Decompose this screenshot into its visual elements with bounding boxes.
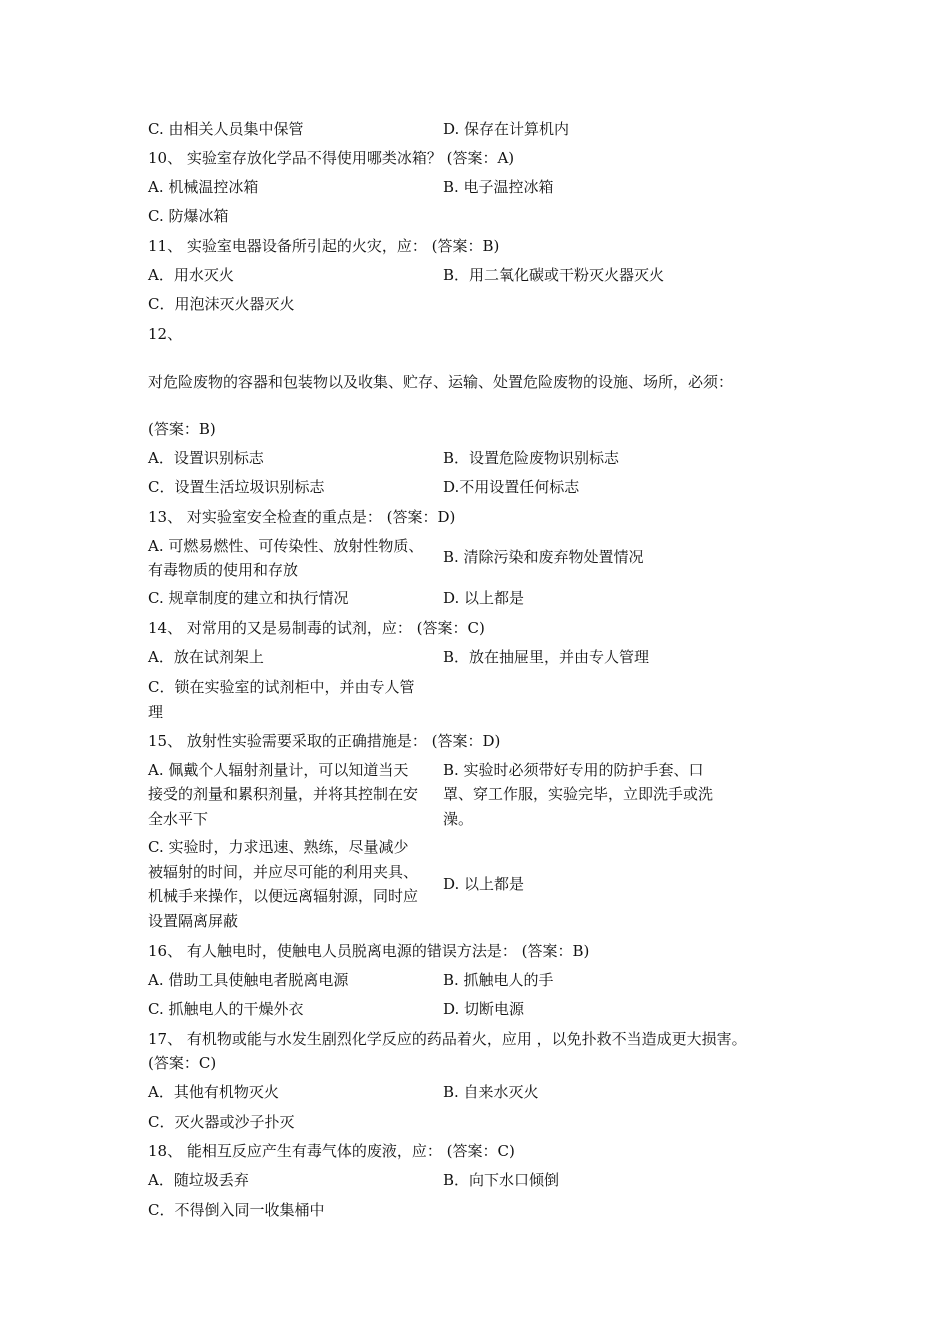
q17-question: 17、 有机物或能与水发生剧烈化学反应的药品着火，应用 ，以免扑救不当造成更大损害。 [148, 1030, 747, 1048]
q15-option-d: D. 以上都是 [443, 875, 525, 893]
q14-option-a: A．放在试剂架上 [148, 648, 264, 666]
q12-option-c: C．设置生活垃圾识别标志 [148, 478, 325, 496]
q17-option-a: A．其他有机物灭火 [148, 1083, 279, 1101]
q14-option-c-line1: C．锁在实验室的试剂柜中，并由专人管 [148, 678, 415, 696]
q13-option-a-line1: A. 可燃易燃性、可传染性、放射性物质、 [148, 537, 424, 555]
q17-option-b: B. 自来水灭火 [443, 1083, 539, 1101]
q17-answer: (答案：C) [148, 1054, 217, 1072]
q18-option-c: C．不得倒入同一收集桶中 [148, 1201, 325, 1219]
q14-option-c-line2: 理 [148, 703, 164, 721]
q16-option-b: B. 抓触电人的手 [443, 971, 554, 989]
q12-question: 对危险废物的容器和包装物以及收集、贮存、运输、处置危险废物的设施、场所，必须： [148, 373, 734, 391]
q12-number: 12、 [148, 325, 183, 343]
q11-option-b: B．用二氧化碳或干粉灭火器灭火 [443, 266, 665, 284]
q15-option-a-line3: 全水平下 [148, 810, 209, 828]
q16-option-c: C. 抓触电人的干燥外衣 [148, 1000, 304, 1018]
q11-option-c: C．用泡沫灭火器灭火 [148, 295, 295, 313]
q16-question: 16、 有人触电时，使触电人员脱离电源的错误方法是： (答案：B) [148, 942, 590, 960]
q14-option-b: B．放在抽屉里，并由专人管理 [443, 648, 650, 666]
q11-question: 11、 实验室电器设备所引起的火灾，应： (答案：B) [148, 237, 500, 255]
q15-option-c-line1: C. 实验时，力求迅速、熟练，尽量减少 [148, 838, 409, 856]
q13-question: 13、 对实验室安全检查的重点是： (答案：D) [148, 508, 456, 526]
q10-option-a: A. 机械温控冰箱 [148, 178, 259, 196]
q10-question: 10、 实验室存放化学品不得使用哪类冰箱？ (答案：A) [148, 149, 515, 167]
q15-option-b-line3: 澡。 [443, 810, 474, 828]
q12-option-d: D.不用设置任何标志 [443, 478, 580, 496]
q18-question: 18、 能相互反应产生有毒气体的废液，应： (答案：C) [148, 1142, 515, 1160]
q18-option-a: A．随垃圾丢弃 [148, 1171, 249, 1189]
q16-option-d: D. 切断电源 [443, 1000, 525, 1018]
q9-option-c: C. 由相关人员集中保管 [148, 120, 304, 138]
q9-option-d: D. 保存在计算机内 [443, 120, 570, 138]
q12-option-a: A．设置识别标志 [148, 449, 264, 467]
q10-option-c: C. 防爆冰箱 [148, 207, 229, 225]
q15-option-c-line3: 机械手来操作，以便远离辐射源，同时应 [148, 887, 419, 905]
q15-option-a-line1: A. 佩戴个人辐射剂量计，可以知道当天 [148, 761, 409, 779]
q15-option-c-line4: 设置隔离屏蔽 [148, 912, 239, 930]
q15-option-c-line2: 被辐射的时间，并应尽可能的利用夹具、 [148, 863, 419, 881]
q16-option-a: A. 借助工具使触电者脱离电源 [148, 971, 349, 989]
q11-option-a: A．用水灭火 [148, 266, 234, 284]
q15-option-a-line2: 接受的剂量和累积剂量，并将其控制在安 [148, 785, 419, 803]
q13-option-c: C. 规章制度的建立和执行情况 [148, 589, 349, 607]
q18-option-b: B．向下水口倾倒 [443, 1171, 560, 1189]
q12-answer: (答案：B) [148, 420, 216, 438]
q15-option-b-line1: B. 实验时必须带好专用的防护手套、口 [443, 761, 704, 779]
q15-option-b-line2: 罩、穿工作服，实验完毕，立即洗手或洗 [443, 785, 714, 803]
q10-option-b: B. 电子温控冰箱 [443, 178, 554, 196]
q17-option-c: C．灭火器或沙子扑灭 [148, 1113, 295, 1131]
q13-option-b: B. 清除污染和废弃物处置情况 [443, 548, 644, 566]
q13-option-d: D. 以上都是 [443, 589, 525, 607]
q14-question: 14、 对常用的又是易制毒的试剂，应： (答案：C) [148, 619, 485, 637]
q13-option-a-line2: 有毒物质的使用和存放 [148, 561, 299, 579]
q15-question: 15、 放射性实验需要采取的正确措施是： (答案：D) [148, 732, 501, 750]
q12-option-b: B．设置危险废物识别标志 [443, 449, 620, 467]
